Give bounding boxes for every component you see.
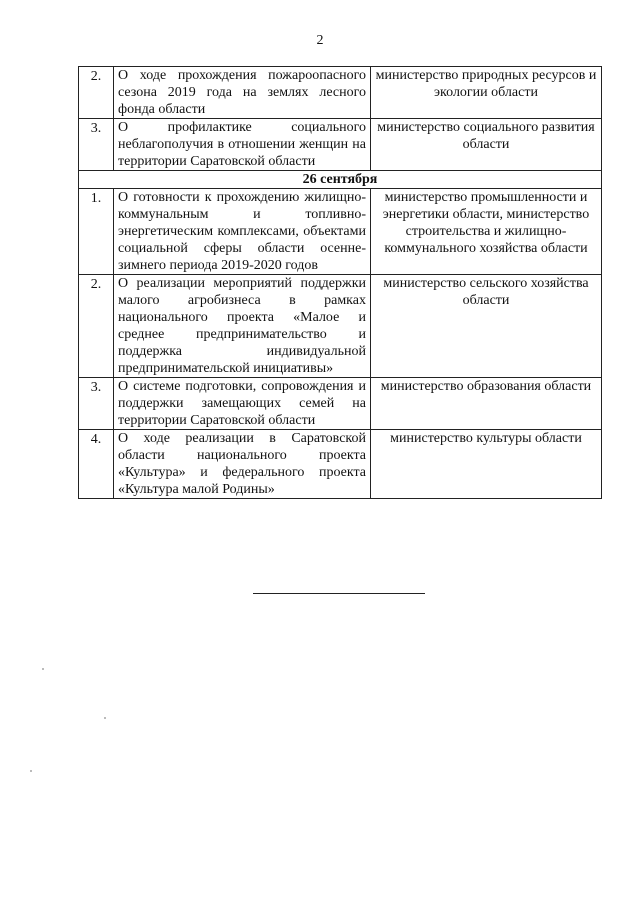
agenda-table	[78, 66, 602, 499]
item-topic: О системе подготовки, сопровождения и поддержки замещающих семей на территории Саратовской области	[114, 378, 371, 430]
table-row	[79, 378, 602, 430]
item-responsible: министерство культуры области	[371, 430, 602, 499]
item-topic: О реализации мероприятий поддержки малого агробизнеса в рамках национального проекта «Малое и среднее предпринимательство и поддержка индивидуальной предпринимательской инициативы»	[114, 275, 371, 378]
table-row	[79, 119, 602, 171]
item-number: 4.	[79, 430, 114, 499]
date-heading: 26 сентября	[79, 171, 602, 189]
scan-speck	[42, 668, 44, 670]
item-number: 3.	[79, 119, 114, 171]
table-row	[79, 67, 602, 119]
item-responsible: министерство сельского хозяйства области	[371, 275, 602, 378]
table-row	[79, 275, 602, 378]
table-row	[79, 430, 602, 499]
scan-speck	[30, 770, 32, 772]
item-responsible: министерство социального развития области	[371, 119, 602, 171]
signature-divider	[253, 593, 425, 594]
scan-speck	[104, 717, 106, 719]
item-topic: О ходе прохождения пожароопасного сезона 2019 года на землях лесного фонда области	[114, 67, 371, 119]
item-responsible: министерство образования области	[371, 378, 602, 430]
item-number: 1.	[79, 189, 114, 275]
item-topic: О профилактике социального неблагополучия в отношении женщин на территории Саратовской области	[114, 119, 371, 171]
table-row	[79, 189, 602, 275]
date-row	[79, 171, 602, 189]
item-topic: О ходе реализации в Саратовской области национального проекта «Культура» и федерального проекта «Культура малой Родины»	[114, 430, 371, 499]
page-number: 2	[316, 33, 324, 48]
item-number: 3.	[79, 378, 114, 430]
item-responsible: министерство природных ресурсов и экологии области	[371, 67, 602, 119]
item-number: 2.	[79, 67, 114, 119]
item-topic: О готовности к прохождению жилищно-коммунальным и топливно-энергетическим комплексами, объектами социальной сферы области осенне-зимнего периода 2019-2020 годов	[114, 189, 371, 275]
item-responsible: министерство промышленности и энергетики области, министерство строительства и жилищно-коммунального хозяйства области	[371, 189, 602, 275]
item-number: 2.	[79, 275, 114, 378]
